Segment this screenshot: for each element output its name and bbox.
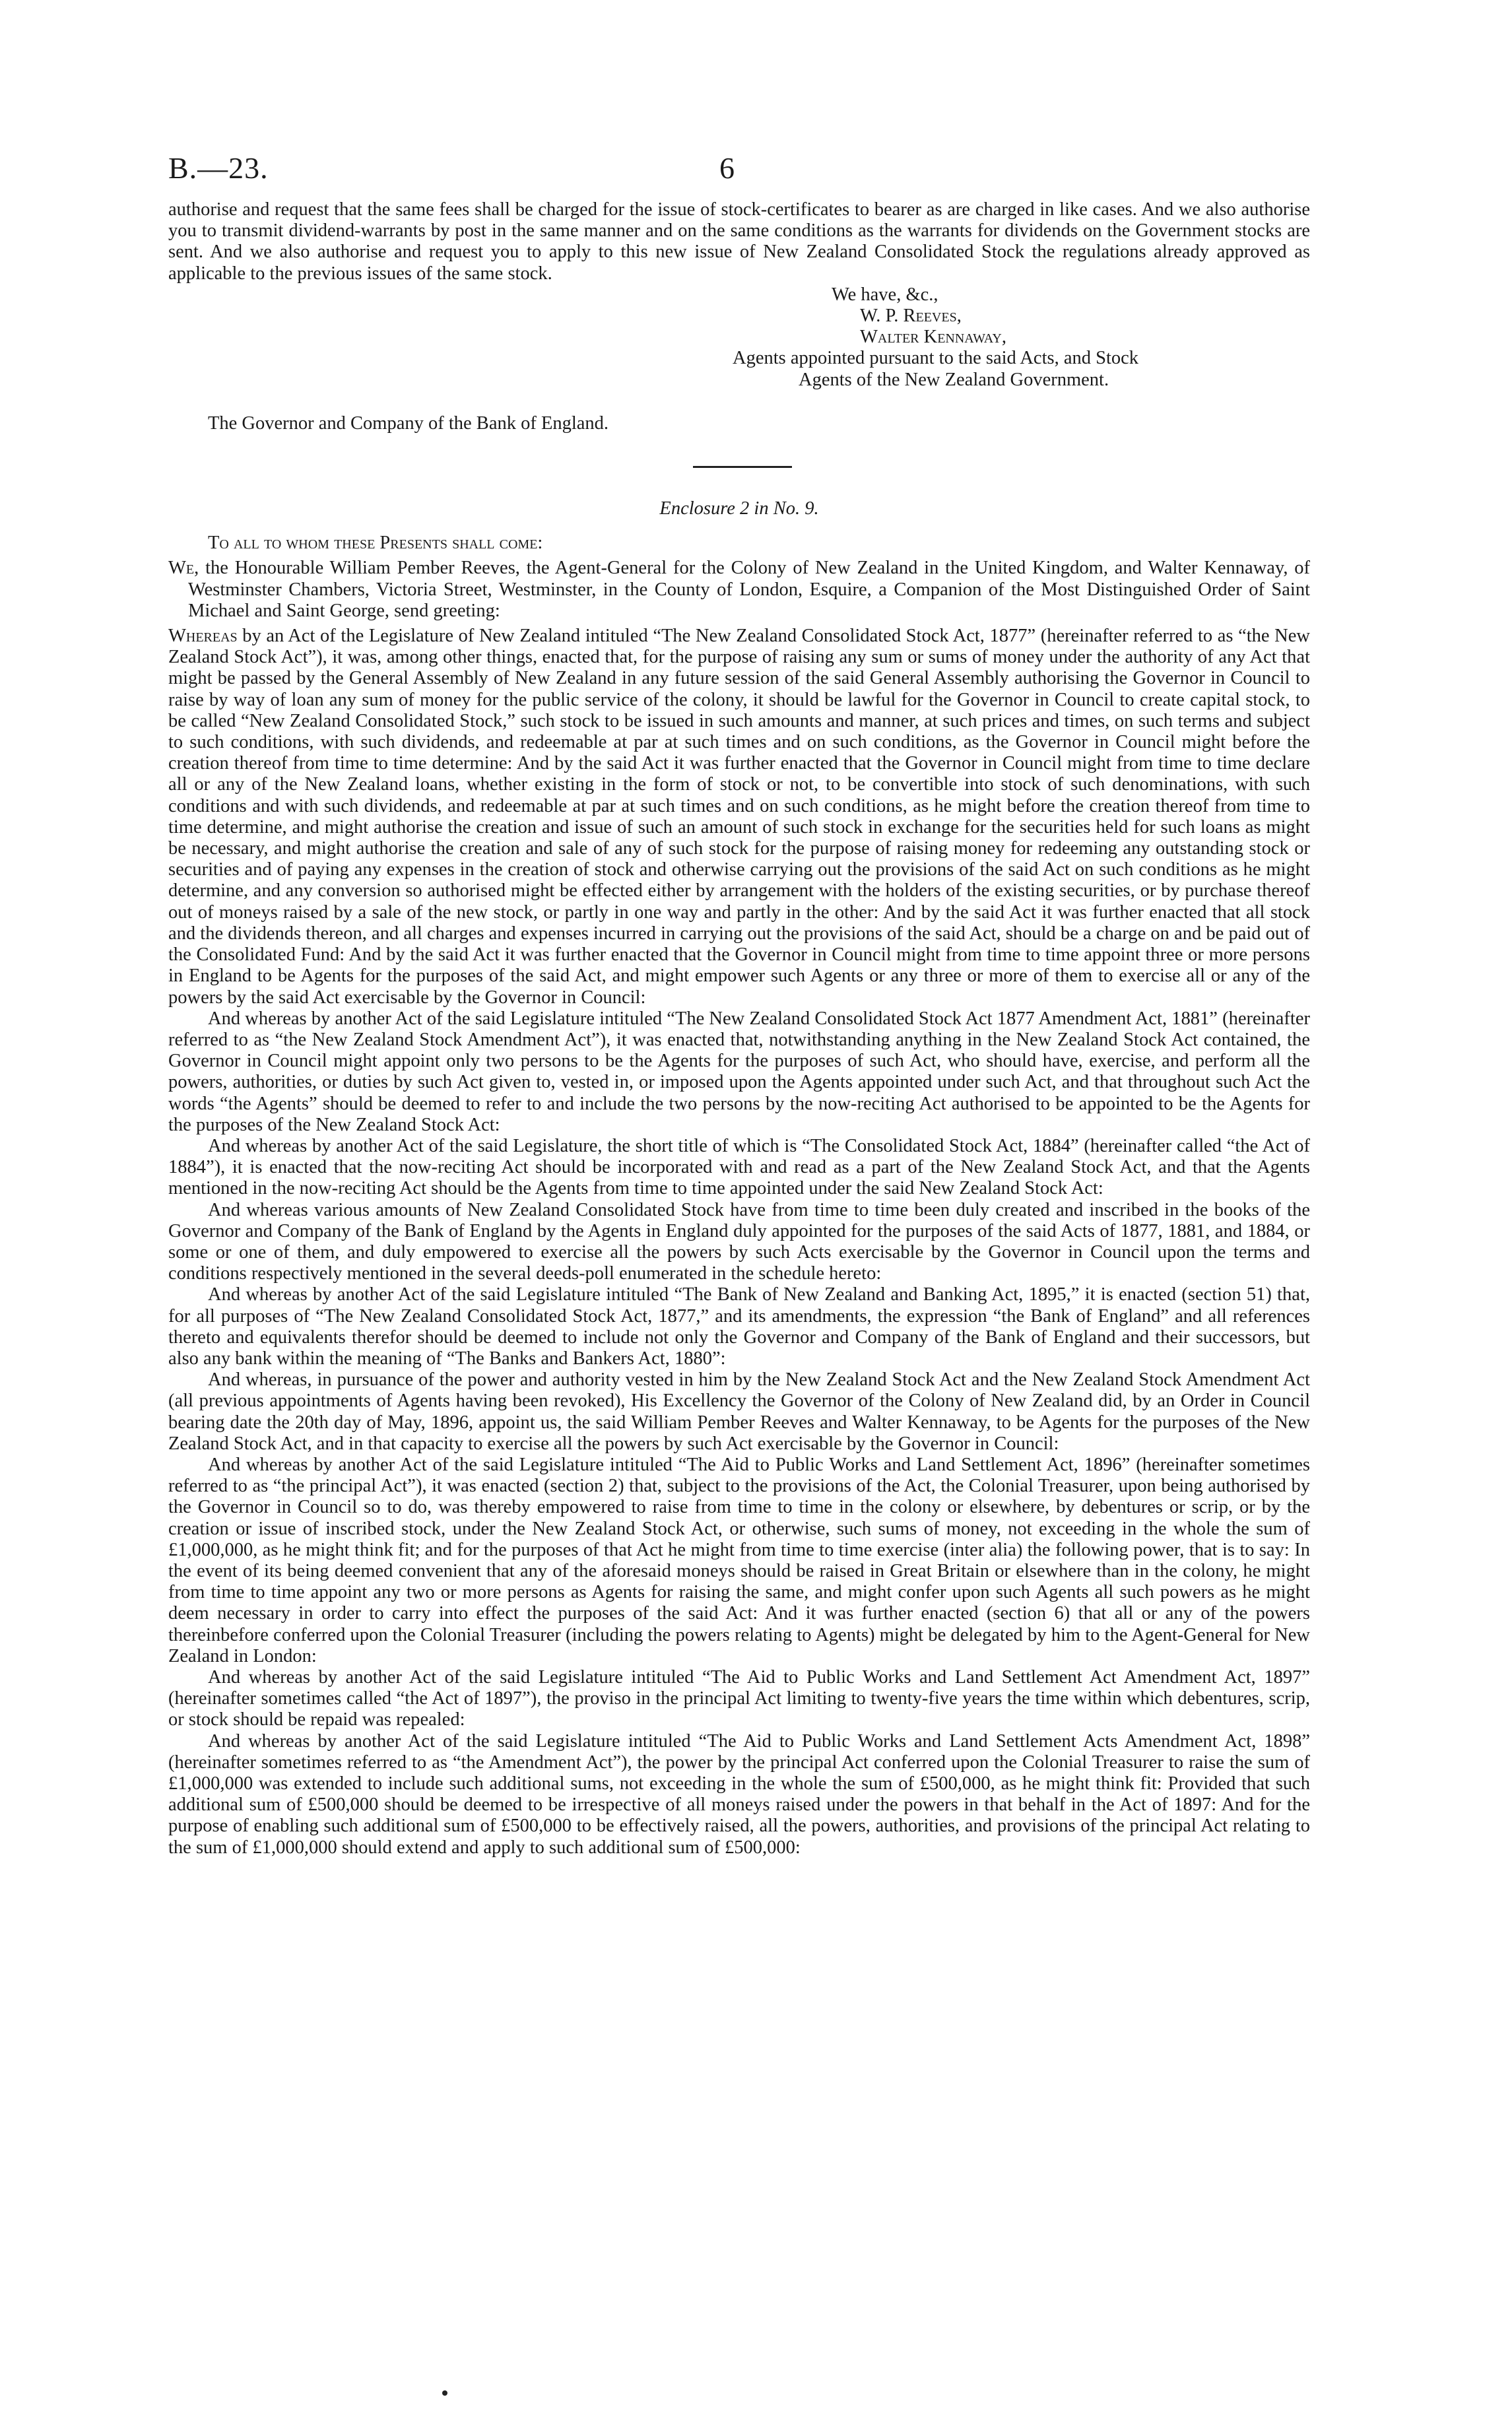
signatory-capacity-line1: Agents appointed pursuant to the said Acts, and Stock <box>733 348 1139 369</box>
page-header <box>168 152 1310 199</box>
recital-1881-amendment: And whereas by another Act of the said Legislature intituled “The New Zealand Consolidated Stock Act 1877 Amendment Act, 1881” (hereinafter referred to as “the New Zealand Stock Amendment Act”), it was enacted that, notwithstanding anything in the New Zealand Stock Act contained, the Governor in Council might appoint only two persons to be the Agents for the purposes of such Act, who should have, exercise, and perform all the powers, authorities, or duties by such Act given to, vested in, or imposed upon the Agents appointed under such Act, and that throughout such Act the words “the Agents” should be deemed to refer to and include the two persons by the now-reciting Act authorised to be appointed to be the Agents for the purposes of the New Zealand Stock Act: <box>168 1008 1310 1135</box>
enclosure-salutation: To all to whom these Presents shall come: <box>208 533 543 554</box>
letter-sign-off: We have, &c., <box>832 284 938 305</box>
signatory-reeves: W. P. Reeves, <box>860 306 962 327</box>
page-code: B.—23. <box>168 151 269 185</box>
recital-amendment-act-1898: And whereas by another Act of the said Legislature intituled “The Aid to Public Works and Land Settlement Acts Amendment Act, 1898” (hereinafter sometimes referred to as “the Amendment Act”), the power by the principal Act conferred upon the Colonial Treasurer to raise the sum of £1,000,000 was extended to include such additional sums, not exceeding in the whole the sum of £500,000, as he might think fit: Provided that such additional sum of £500,000 should be deemed to be irrespective of all moneys raised under the powers in that behalf in the Act of 1897: And for the purpose of enabling such additional sum of £500,000 to be effectively raised, all the powers, authorities, and provisions of the principal Act relating to the sum of £1,000,000 should extend and apply to such additional sum of £500,000: <box>168 1730 1310 1858</box>
signatory-capacity-line2: Agents of the New Zealand Government. <box>799 369 1109 390</box>
recital-stock-inscribed: And whereas various amounts of New Zealand Consolidated Stock have from time to time been duly created and inscribed in the books of the Governor and Company of the Bank of England by the Agents in England duly appointed for the purposes of the said Acts of 1877, 1881, and 1884, or some or one of them, and duly empowered to exercise all the powers by such Acts exercisable by the Governor in Council upon the terms and conditions respectively mentioned in the several deeds-poll enumerated in the schedule hereto: <box>168 1199 1310 1284</box>
recital-banking-act-1895: And whereas by another Act of the said Legislature intituled “The Bank of New Zealand and Banking Act, 1895,” it is enacted (section 51) that, for all purposes of “The New Zealand Consolidated Stock Act, 1877,” and its amendments, the expression “the Bank of England” and all references thereto and equivalents therefor should be deemed to include not only the Governor and Company of the Bank of England and their successors, but also any bank within the meaning of “The Banks and Bankers Act, 1880”: <box>168 1284 1310 1369</box>
whereas-lead-word: Whereas <box>168 626 238 647</box>
enclosure-title: Enclosure 2 in No. 9. <box>659 498 819 519</box>
document-page <box>168 152 1310 1858</box>
recital-act-of-1884: And whereas by another Act of the said Legislature, the short title of which is “The Consolidated Stock Act, 1884” (hereinafter called “the Act of 1884”), it is enacted that the now-reciting Act should be incorporated with and read as a part of the New Zealand Stock Act, and that the Agents mentioned in the now-reciting Act should be the Agents from time to time appointed under the said New Zealand Stock Act: <box>168 1135 1310 1199</box>
recital-appointment-of-agents: And whereas, in pursuance of the power and authority vested in him by the New Zealand Stock Act and the New Zealand Stock Amendment Act (all previous appointments of Agents having been revoked), His Excellency the Governor of the Colony of New Zealand did, by an Order in Council bearing date the 20th day of May, 1896, appoint us, the said William Pember Reeves and Walter Kennaway, to be Agents for the purposes of the New Zealand Stock Act, and in that capacity to exercise all the powers by such Act exercisable by the Governor in Council: <box>168 1369 1310 1454</box>
intro-text: the Honourable William Pember Reeves, the Agent-General for the Colony of New Zealand in the United Kingdom, and Walter Kennaway, of Westminster Chambers, Victoria Street, Westminster, in the County of London, Esquire, a Companion of the Most Distinguished Order of Saint Michael and Saint George, send greeting: <box>188 558 1310 621</box>
recital-aid-to-public-works-1896: And whereas by another Act of the said Legislature intituled “The Aid to Public Works and Land Settlement Act, 1896” (hereinafter sometimes referred to as “the principal Act”), it was enacted (section 2) that, subject to the provisions of the Act, the Colonial Treasurer, upon being authorised by the Governor in Council so to do, was thereby empowered to raise from time to time in the colony or elsewhere, by debentures or scrip, or by the creation or issue of inscribed stock, under the New Zealand Stock Act, or otherwise, such sums of money, not exceeding in the whole the sum of £1,000,000, as he might think fit; and for the purposes of that Act he might from time to time exercise (inter alia) the following power, that is to say: In the event of its being deemed convenient that any of the aforesaid moneys should be raised in Great Britain or elsewhere than in the colony, he might from time to time appoint any two or more persons as Agents for raising the same, and might confer upon such Agents all such powers as he might deem necessary in order to carry into effect the purposes of the said Act: And it was further enacted (section 6) that all or any of the powers thereinbefore conferred upon the Colonial Treasurer (including the powers relating to Agents) might be delegated by him to the Agent-General for New Zealand in London: <box>168 1454 1310 1666</box>
whereas-text: by an Act of the Legislature of New Zealand intituled “The New Zealand Consolidated Stock Act, 1877” (hereinafter referred to as “the New Zealand Stock Act”), it was, among other things, enacted that, for the purpose of raising any sum or sums of money under the authority of any Act that might be passed by the General Assembly of New Zealand in any future session of the said General Assembly authorising the Governor in Council to raise by way of loan any sum of money for the public service of the colony, it should be lawful for the Governor in Council to create capital stock, to be called “New Zealand Consolidated Stock,” such stock to be issued in such amounts and manner, at such prices and times, on such terms and subject to such conditions, with such dividends, and redeemable at par at such times and on such conditions, as the Governor in Council might before the creation thereof from time to time determine: And by the said Act it was further enacted that the Governor in Council might from time to time declare all or any of the New Zealand loans, whether existing in the form of stock or not, to be convertible into stock of such denominations, with such conditions and with such dividends, and redeemable at par at such times and on such conditions, as he might before the creation thereof from time to time determine, and might authorise the creation and issue of such an amount of such stock in exchange for the securities held for such loans as might be necessary, and might authorise the creation and sale of any of such stock for the purpose of raising money for redeeming any outstanding stock or securities and of paying any expenses in the creation of stock and otherwise carrying out the provisions of the said Act on such conditions as he might determine, and any conversion so authorised might be effected either by arrangement with the holders of the existing securities, or by purchase thereof out of moneys raised by a sale of the new stock, or partly in one way and partly in the other: And by the said Act it was further enacted that all stock and the dividends thereon, and all charges and expenses incurred in carrying out the provisions of the said Act, should be a charge on and be paid out of the Consolidated Fund: And by the said Act it was further enacted that the Governor in Council might from time to time appoint three or more persons in England to be Agents for the purposes of the said Act, and might empower such Agents or any three or more of them to exercise all or any of the powers by the said Act exercisable by the Governor in Council: <box>168 626 1310 1008</box>
signatory-kennaway: Walter Kennaway, <box>860 327 1006 348</box>
recital-act-of-1897: And whereas by another Act of the said Legislature intituled “The Aid to Public Works and Land Settlement Act Amendment Act, 1897” (hereinafter sometimes called “the Act of 1897”), the proviso in the principal Act limiting to twenty-five years the time within which debentures, scrip, or stock should be repaid was repealed: <box>168 1667 1310 1730</box>
ink-dot <box>442 2390 447 2396</box>
section-divider <box>693 466 792 468</box>
page-number: 6 <box>719 151 735 185</box>
intro-lead-word: We, <box>168 558 199 579</box>
enclosure-intro <box>168 558 1310 622</box>
letter-closing-paragraph: authorise and request that the same fees shall be charged for the issue of stock-certificates to bearer as are charged in like cases. And we also authorise you to transmit dividend-warrants by post in the same manner and on the same conditions as the warrants for dividends on the Government stocks are sent. And we also authorise and request you to apply to this new issue of New Zealand Consolidated Stock the regulations already approved as applicable to the previous issues of the same stock. <box>168 199 1310 284</box>
whereas-paragraph <box>168 626 1310 1008</box>
letter-addressee: The Governor and Company of the Bank of England. <box>208 412 609 434</box>
